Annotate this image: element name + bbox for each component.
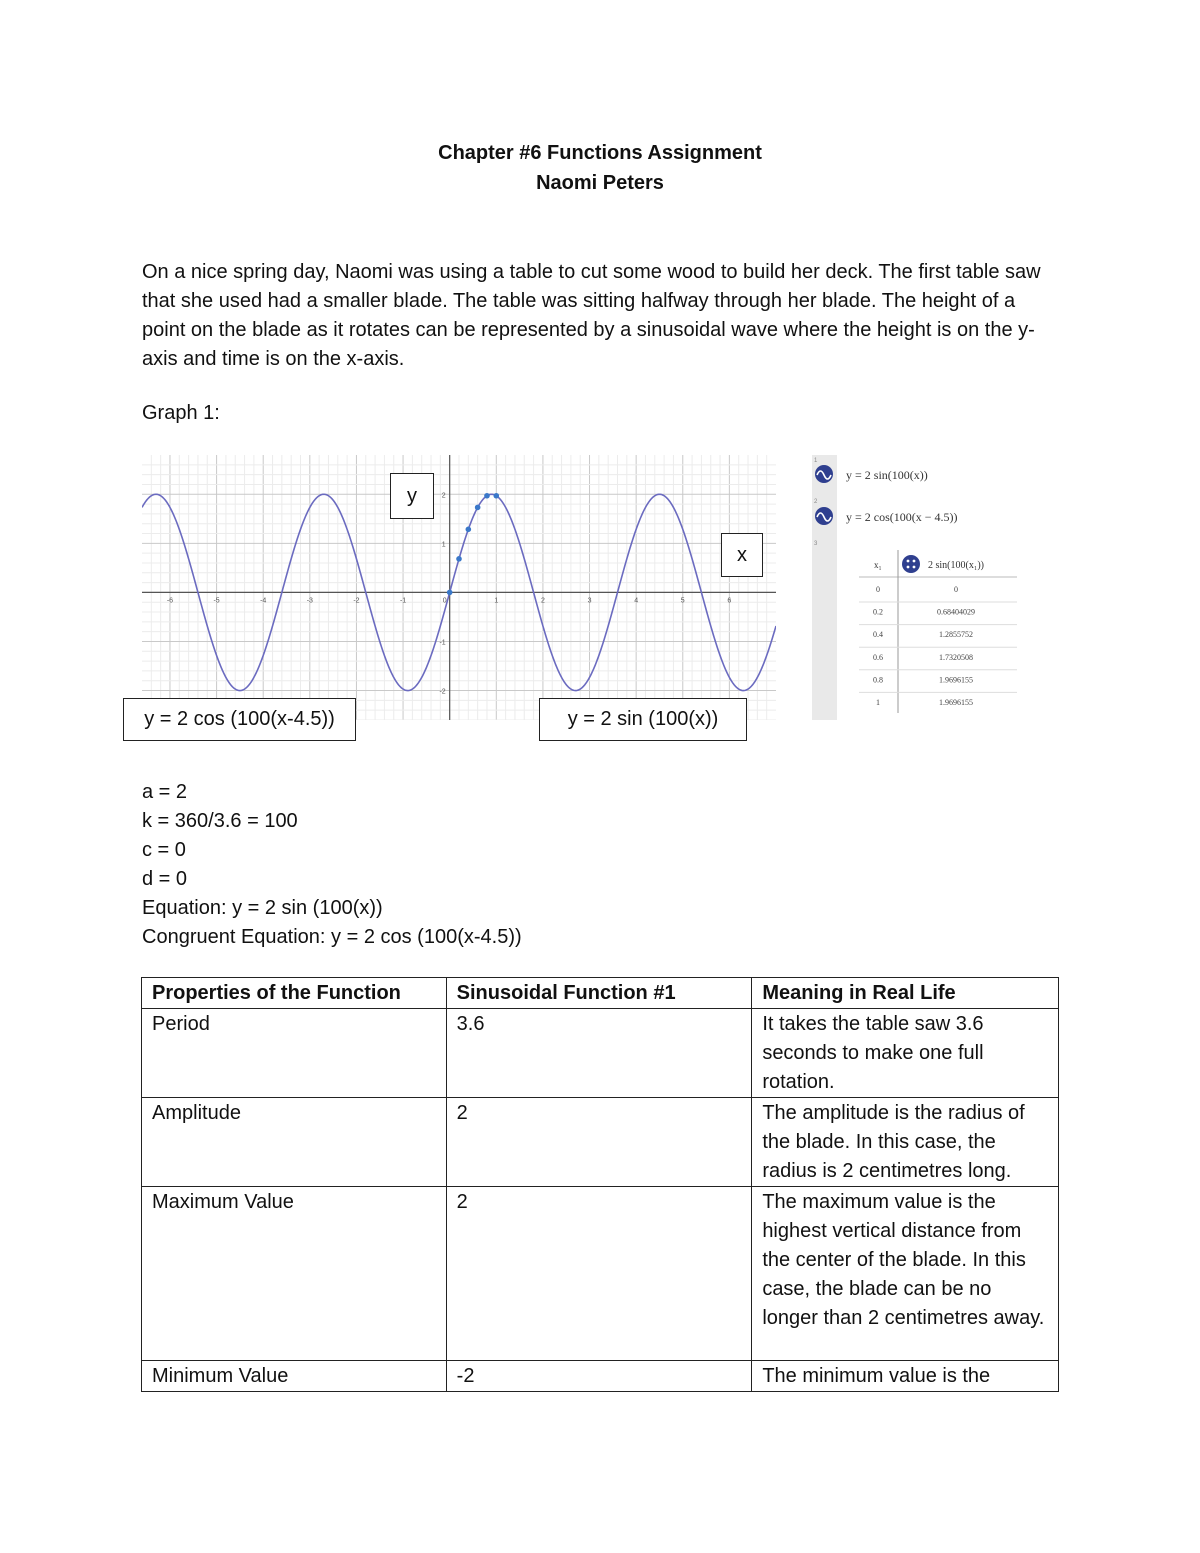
- data-point: [447, 590, 453, 596]
- sin-equation-box: y = 2 sin (100(x)): [539, 698, 747, 741]
- desmos-x-cell: 0.2: [873, 607, 883, 617]
- x-tick-label: 1: [494, 597, 499, 605]
- x-tick-label: -2: [353, 597, 360, 605]
- value-cell: 3.6: [446, 1009, 752, 1098]
- intro-paragraph: [142, 258, 1062, 374]
- desmos-y-cell: 0: [954, 585, 958, 594]
- x-tick-label: -3: [306, 597, 313, 605]
- table-settings-icon: [902, 555, 920, 573]
- desmos-x-cell: 0.4: [873, 630, 883, 640]
- y-tick-label: 2: [441, 492, 446, 500]
- x-tick-label: -5: [213, 597, 220, 605]
- cos-equation-box: y = 2 cos (100(x-4.5)): [123, 698, 356, 741]
- meaning-cell: The minimum value is the: [752, 1361, 1059, 1392]
- svg-text:2: 2: [814, 499, 818, 505]
- x-tick-label: -1: [399, 597, 407, 605]
- x-tick-label: -6: [166, 597, 174, 605]
- x-tick-label: -4: [260, 597, 267, 605]
- y-tick-label: -1: [439, 639, 446, 647]
- desmos-y-cell: 0.68404029: [937, 607, 975, 617]
- x-tick-label: 5: [680, 597, 685, 605]
- table-header-row: [142, 978, 1059, 1009]
- y-axis-box: y: [390, 473, 434, 519]
- column-header: Properties of the Function: [142, 978, 447, 1009]
- property-cell: Amplitude: [142, 1098, 447, 1187]
- desmos-expression-1: y = 2 sin(100(x)): [846, 468, 928, 482]
- desmos-y-cell: 1.2855752: [939, 630, 973, 640]
- wave-icon: [815, 465, 833, 483]
- property-cell: Maximum Value: [142, 1187, 447, 1361]
- svg-text:1: 1: [814, 458, 818, 464]
- y-tick-label: -2: [439, 688, 446, 696]
- author-name: Naomi Peters: [536, 172, 664, 194]
- properties-table: [141, 977, 1059, 1392]
- desmos-x-cell: 1: [876, 698, 880, 707]
- x-tick-label: 2: [540, 597, 545, 605]
- congruent-equation: Congruent Equation: y = 2 cos (100(x-4.5)): [142, 926, 522, 948]
- desmos-gutter: [812, 455, 837, 720]
- table-row: [142, 1098, 1059, 1187]
- table-row: [142, 1361, 1059, 1392]
- graph-grid: [142, 455, 776, 720]
- column-header: Sinusoidal Function #1: [446, 978, 752, 1009]
- param-c: c = 0: [142, 839, 186, 861]
- desmos-expression-2: y = 2 cos(100(x − 4.5)): [846, 510, 958, 524]
- desmos-x-cell: 0.6: [873, 652, 883, 662]
- property-cell: Minimum Value: [142, 1361, 447, 1392]
- svg-text:3: 3: [814, 541, 818, 547]
- meaning-cell: It takes the table saw 3.6 seconds to make one full rotation.: [752, 1009, 1059, 1098]
- wave-icon: [815, 507, 833, 525]
- table-row: [142, 1009, 1059, 1098]
- graph-label: Graph 1:: [142, 402, 220, 424]
- desmos-panel: [812, 455, 1030, 720]
- column-header: Meaning in Real Life: [752, 978, 1059, 1009]
- x-tick-label: 4: [634, 597, 639, 605]
- param-k: k = 360/3.6 = 100: [142, 810, 298, 832]
- desmos-table-rows: [859, 585, 1017, 707]
- x-tick-label: 0: [442, 597, 447, 605]
- equation-list: [142, 778, 522, 952]
- equation: Equation: y = 2 sin (100(x)): [142, 897, 383, 919]
- desmos-y-cell: 1.9696155: [939, 698, 973, 707]
- table-points: [447, 493, 499, 595]
- param-d: d = 0: [142, 868, 188, 890]
- data-point: [466, 527, 472, 533]
- x-axis-box: x: [721, 533, 763, 577]
- data-point: [484, 493, 490, 499]
- x-tick-label: 6: [727, 597, 732, 605]
- table-row: [142, 1187, 1059, 1361]
- intro-text: On a nice spring day, Naomi was using a table to cut some wood to build her deck. The first table saw that she used had a smaller blade. The table was sitting halfway through her blade. The height of a point on the blade as it rotates can be represented by a sinusoidal wave where the height is on the y-axis and time is on the x-axis.: [142, 261, 1041, 370]
- desmos-x-cell: 0.8: [873, 675, 883, 685]
- desmos-x-cell: 0: [876, 585, 880, 594]
- value-cell: 2: [446, 1187, 752, 1361]
- data-point: [493, 493, 499, 499]
- value-cell: 2: [446, 1098, 752, 1187]
- meaning-cell: The maximum value is the highest vertical distance from the center of the blade. In this case, the blade can be no longer than 2 centimetres away.: [752, 1187, 1059, 1361]
- table-header-y: 2 sin(100(x₁)): [928, 560, 984, 571]
- meaning-cell: The amplitude is the radius of the blade. In this case, the radius is 2 centimetres long.: [752, 1098, 1059, 1187]
- desmos-y-cell: 1.7320508: [939, 652, 973, 662]
- data-point: [475, 505, 481, 511]
- x-tick-label: 3: [587, 597, 592, 605]
- desmos-y-cell: 1.9696155: [939, 675, 973, 685]
- data-point: [456, 556, 462, 562]
- value-cell: -2: [446, 1361, 752, 1392]
- document-title: Chapter #6 Functions Assignment: [438, 142, 762, 164]
- sinusoid-graph: [142, 455, 776, 720]
- param-a: a = 2: [142, 781, 188, 803]
- table-header-x: x₁: [874, 560, 882, 570]
- y-tick-label: 1: [441, 541, 446, 549]
- property-cell: Period: [142, 1009, 447, 1098]
